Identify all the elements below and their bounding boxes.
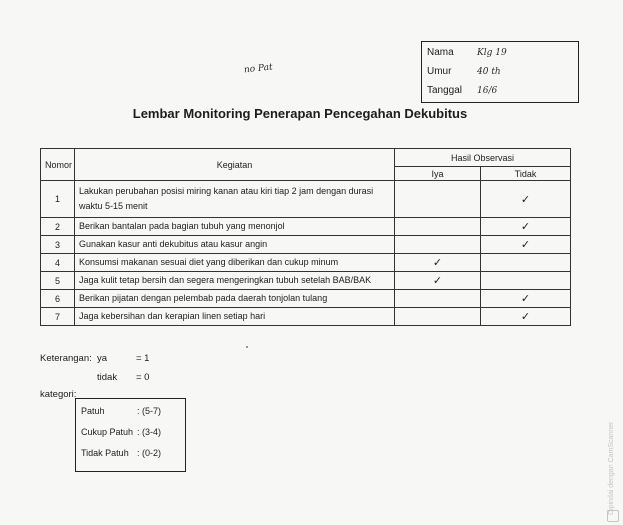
iya-check (395, 236, 481, 254)
row-activity: Lakukan perubahan posisi miring kanan atau kiri tiap 2 jam dengan durasi waktu 5-15 menit (75, 181, 395, 218)
patient-identity-box (421, 41, 579, 103)
legend-term-tidak: tidak (97, 372, 118, 383)
nama-value: Klg 19 (477, 48, 507, 58)
kategori-box (75, 398, 186, 472)
keterangan-label: Keterangan: (40, 353, 92, 364)
row-activity: Jaga kebersihan dan kerapian linen setiap hari (75, 308, 395, 326)
kategori-label: kategori: (40, 389, 77, 400)
kategori-range: : (3-4) (137, 427, 162, 437)
row-activity: Berikan pijatan dengan pelembab pada daerah tonjolan tulang (75, 290, 395, 308)
row-activity: Berikan bantalan pada bagian tubuh yang menonjol (75, 218, 395, 236)
tidak-check: ✓ (481, 218, 571, 236)
observation-table (40, 148, 571, 326)
identity-row-umur (427, 64, 501, 80)
tidak-check (481, 254, 571, 272)
iya-check: ✓ (395, 254, 481, 272)
document-title: Lembar Monitoring Penerapan Pencegahan Dekubitus (132, 106, 468, 121)
kategori-row-patuh (81, 404, 161, 418)
header-hasil-observasi: Hasil Observasi (395, 149, 571, 167)
row-activity: Jaga kulit tetap bersih dan segera mengeringkan tubuh setelah BAB/BAK (75, 272, 395, 290)
table-row (41, 308, 571, 326)
tidak-check: ✓ (481, 236, 571, 254)
table-row (41, 290, 571, 308)
tidak-check: ✓ (481, 290, 571, 308)
iya-check (395, 181, 481, 218)
legend-value-tidak: = 0 (136, 372, 150, 383)
iya-check: ✓ (395, 272, 481, 290)
legend-value-ya: = 1 (136, 353, 150, 364)
kategori-name: Patuh (81, 406, 105, 416)
row-number: 6 (41, 290, 75, 308)
legend-term-ya: ya (97, 353, 108, 364)
scanner-watermark: Dipindai dengan CamScanner (608, 421, 615, 515)
kategori-name: Cukup Patuh (81, 427, 134, 437)
iya-check (395, 218, 481, 236)
identity-row-tanggal (427, 83, 497, 99)
row-number: 2 (41, 218, 75, 236)
handwritten-note: no Pat (243, 62, 274, 76)
umur-label: Umur (427, 66, 452, 77)
row-number: 1 (41, 181, 75, 218)
tidak-check (481, 272, 571, 290)
nama-label: Nama (427, 47, 454, 58)
row-activity: Konsumsi makanan sesuai diet yang diberikan dan cukup minum (75, 254, 395, 272)
header-iya: Iya (395, 167, 481, 181)
kategori-name: Tidak Patuh (81, 448, 129, 458)
table-row (41, 218, 571, 236)
row-number: 4 (41, 254, 75, 272)
kategori-range: : (5-7) (137, 406, 162, 416)
tanggal-label: Tanggal (427, 85, 463, 96)
table-row (41, 236, 571, 254)
header-tidak: Tidak (481, 167, 571, 181)
kategori-row-cukup-patuh (81, 425, 161, 439)
header-nomor: Nomor (41, 149, 75, 181)
tanggal-value: 16/6 (477, 86, 498, 96)
row-number: 5 (41, 272, 75, 290)
table-row (41, 181, 571, 218)
kategori-row-tidak-patuh (81, 446, 161, 460)
iya-check (395, 308, 481, 326)
tidak-check: ✓ (481, 181, 571, 218)
header-kegiatan: Kegiatan (75, 149, 395, 181)
row-activity: Gunakan kasur anti dekubitus atau kasur angin (75, 236, 395, 254)
table-row (41, 272, 571, 290)
row-number: 7 (41, 308, 75, 326)
stray-mark (246, 346, 248, 348)
table-row (41, 254, 571, 272)
row-number: 3 (41, 236, 75, 254)
kategori-range: : (0-2) (137, 448, 162, 458)
tidak-check: ✓ (481, 308, 571, 326)
identity-row-nama (427, 45, 507, 61)
umur-value: 40 th (477, 67, 501, 77)
iya-check (395, 290, 481, 308)
